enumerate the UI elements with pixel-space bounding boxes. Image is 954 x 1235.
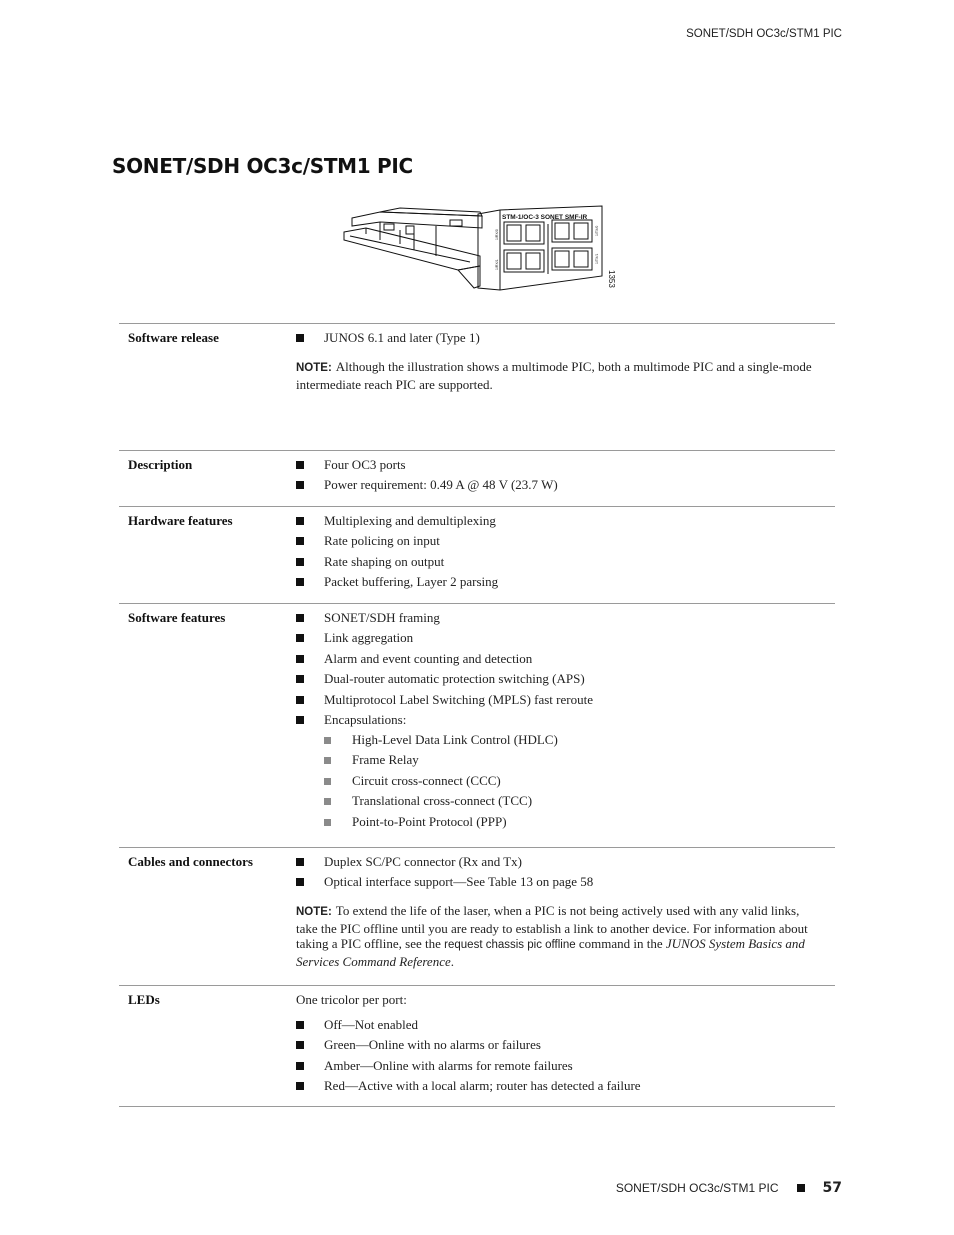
note-label: NOTE:	[296, 362, 332, 374]
list-item: Dual-router automatic protection switching (APS)	[296, 671, 821, 687]
bullet-icon	[296, 655, 304, 663]
row-cables-connectors	[119, 847, 835, 985]
sub-list-item: Frame Relay	[324, 752, 821, 768]
sub-bullet-icon	[324, 757, 331, 764]
port-label-rx0: 1/RX/0	[495, 229, 499, 240]
sub-list-item: Translational cross-connect (TCC)	[324, 793, 821, 809]
bullet-icon	[296, 537, 304, 545]
page-number: 57	[822, 1180, 842, 1196]
row-software-release	[119, 323, 835, 450]
page-title: SONET/SDH OC3c/STM1 PIC	[112, 154, 413, 178]
row-software-features	[119, 603, 835, 847]
row-content	[296, 513, 821, 595]
list-item: SONET/SDH framing	[296, 610, 821, 626]
row-content	[296, 854, 821, 969]
port-label-tx0: 1/TX/0	[595, 225, 599, 236]
note-label: NOTE:	[296, 906, 332, 919]
list-item: Duplex SC/PC connector (Rx and Tx)	[296, 854, 821, 870]
row-label: Cables and connectors	[128, 854, 253, 869]
leds-intro: One tricolor per port:	[296, 992, 407, 1007]
bullet-list	[296, 457, 821, 493]
command-text: request chassis pic offline	[444, 939, 576, 952]
bullet-icon	[296, 675, 304, 683]
list-item: Alarm and event counting and detection	[296, 651, 821, 667]
list-item: Rate policing on input	[296, 533, 821, 549]
pic-illustration	[340, 200, 620, 300]
sub-bullet-icon	[324, 798, 331, 805]
list-item: Green—Online with no alarms or failures	[296, 1037, 821, 1053]
bullet-icon	[296, 517, 304, 525]
row-label: Hardware features	[128, 513, 233, 528]
bullet-icon	[296, 578, 304, 586]
list-item: Optical interface support—See Table 13 on page 58	[296, 874, 821, 890]
bullet-list	[296, 1017, 821, 1094]
book-title: JUNOS System Basics and Services Command Reference	[296, 936, 805, 969]
row-label: Software release	[128, 330, 219, 345]
bullet-icon	[296, 858, 304, 866]
bullet-icon	[296, 1062, 304, 1070]
running-footer	[616, 1180, 842, 1196]
bullet-icon	[296, 461, 304, 469]
row-leds	[119, 985, 835, 1107]
list-item: Packet buffering, Layer 2 parsing	[296, 574, 821, 590]
bullet-icon	[296, 334, 304, 342]
list-item: Multiplexing and demultiplexing	[296, 513, 821, 529]
list-item: Rate shaping on output	[296, 554, 821, 570]
figure-number: 1353	[607, 270, 616, 288]
footer-title: SONET/SDH OC3c/STM1 PIC	[615, 1181, 779, 1195]
bullet-list	[296, 513, 821, 590]
running-header: SONET/SDH OC3c/STM1 PIC	[686, 28, 842, 40]
list-item: Red—Active with a local alarm; router has detected a failure	[296, 1078, 821, 1094]
port-label-tx1: 1/TX/1	[595, 253, 599, 264]
bullet-icon	[296, 558, 304, 566]
list-item: Off—Not enabled	[296, 1017, 821, 1033]
row-label: Description	[128, 457, 193, 472]
sub-bullet-list	[324, 732, 821, 830]
pic-drawing	[340, 200, 620, 300]
row-label: LEDs	[128, 992, 160, 1007]
faceplate-label: STM-1/OC-3 SONET SMF-IR	[502, 214, 588, 221]
list-item: Power requirement: 0.49 A @ 48 V (23.7 W)	[296, 477, 821, 493]
row-description	[119, 450, 835, 506]
row-content	[296, 992, 821, 1099]
sub-list-item: High-Level Data Link Control (HDLC)	[324, 732, 821, 748]
list-item: Multiprotocol Label Switching (MPLS) fast reroute	[296, 692, 821, 708]
row-content	[296, 457, 821, 498]
row-content	[296, 610, 821, 834]
sub-list-item: Circuit cross-connect (CCC)	[324, 773, 821, 789]
list-item: Encapsulations: High-Level Data Link Control (HDLC) Frame Relay Circuit cross-connect (CCC) Translational cross-connect (TCC) Point-to-Point Protocol (PPP)	[296, 712, 821, 830]
bullet-list	[296, 330, 821, 346]
port-label-rx1: 1/RX/1	[495, 259, 499, 270]
bullet-icon	[296, 878, 304, 886]
bullet-list	[296, 854, 821, 890]
list-item: Four OC3 ports	[296, 457, 821, 473]
list-item: JUNOS 6.1 and later (Type 1)	[296, 330, 821, 346]
bullet-list	[296, 610, 821, 830]
row-hardware-features	[119, 506, 835, 603]
row-label: Software features	[128, 610, 226, 625]
bullet-icon	[296, 696, 304, 704]
bullet-icon	[296, 634, 304, 642]
bullet-icon	[296, 614, 304, 622]
row-content	[296, 330, 821, 392]
spec-table	[119, 323, 835, 1107]
note	[296, 359, 821, 392]
sub-bullet-icon	[324, 778, 331, 785]
sub-bullet-icon	[324, 819, 331, 826]
footer-separator-icon	[797, 1184, 805, 1192]
note-text: Although the illustration shows a multimode PIC, both a multimode PIC and a single-mode intermediate reach PIC are supported.	[296, 359, 812, 392]
sub-list-item: Point-to-Point Protocol (PPP)	[324, 814, 821, 830]
bullet-icon	[296, 716, 304, 724]
bullet-icon	[296, 1082, 304, 1090]
note: NOTE: To extend the life of the laser, when a PIC is not being actively used with any valid links, take the PIC offline until you are ready to establish a link to another device. For information about taking a PIC offline, see the request chassis pic offline command in the JUNOS System Basics and Services Command Reference.	[296, 903, 808, 969]
bullet-icon	[296, 1021, 304, 1029]
list-item: Link aggregation	[296, 630, 821, 646]
list-item: Amber—Online with alarms for remote failures	[296, 1058, 821, 1074]
bullet-icon	[296, 1041, 304, 1049]
sub-bullet-icon	[324, 737, 331, 744]
bullet-icon	[296, 481, 304, 489]
